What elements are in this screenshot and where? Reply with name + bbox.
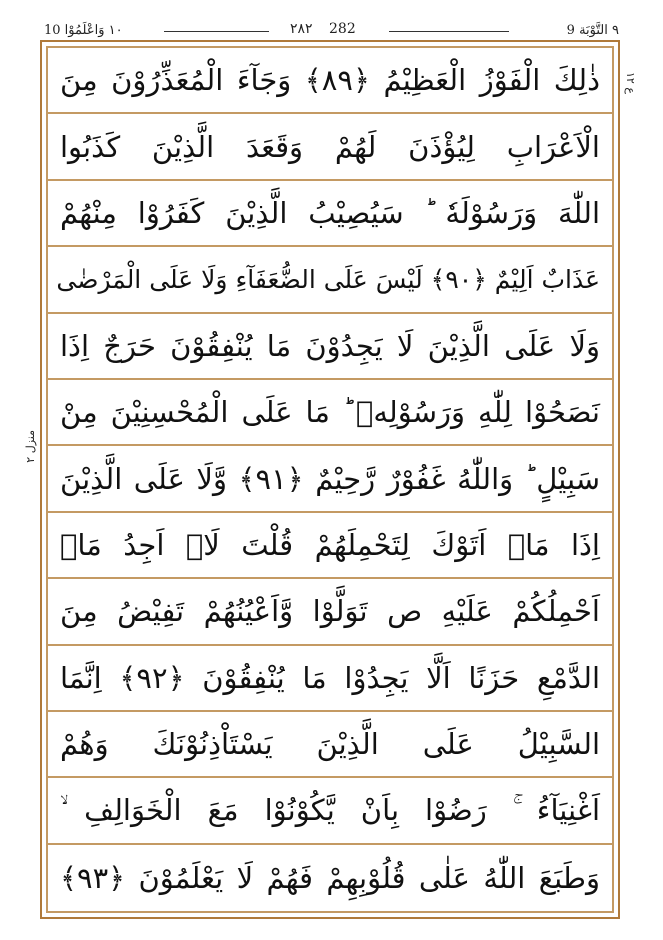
quran-text-block [48, 48, 612, 911]
ruku-marker: ع ١٢ [624, 72, 637, 94]
header-juz-label: ١٠ وَاعْلَمُوْا 10 [44, 23, 123, 38]
line-text: عَذَابٌ اَلِيْمٌ ﴿٩٠﴾ لَيْسَ عَلَى الضُّعَفَآءِ وَلَا عَلَى الْمَرْضٰى [56, 264, 600, 294]
header-page-number [284, 21, 362, 37]
line-text: اَغْنِيَآءُ ۚ رَضُوْا بِاَنْ يَّكُوْنُوْا مَعَ الْخَوَالِفِ ۙ [60, 792, 600, 827]
text-line [48, 845, 612, 911]
text-line [48, 314, 612, 380]
text-line [48, 380, 612, 446]
text-line [48, 579, 612, 645]
text-line [48, 181, 612, 247]
page-number-arabic: ٢٨٢ [290, 21, 313, 37]
header-divider-right [389, 31, 509, 32]
line-text: اللّٰهَ وَرَسُوْلَهٗ ؕ سَيُصِيْبُ الَّذِيْنَ كَفَرُوْا مِنْهُمْ [60, 195, 600, 230]
line-text: نَصَحُوْا لِلّٰهِ وَرَسُوْلِهٖ ؕ مَا عَلَى الْمُحْسِنِيْنَ مِنْ [60, 395, 600, 430]
text-line [48, 513, 612, 579]
line-text: الدَّمْعِ حَزَنًا اَلَّا يَجِدُوْا مَا يُنْفِقُوْنَ ﴿٩٢﴾ اِنَّمَا [60, 660, 600, 695]
page-header [44, 20, 619, 40]
manzil-marker: منزل ٢ [24, 430, 37, 463]
line-text: اِذَا مَاۤ اَتَوْكَ لِتَحْمِلَهُمْ قُلْتَ لَاۤ اَجِدُ مَاۤ [60, 527, 600, 562]
line-text: السَّبِيْلُ عَلَى الَّذِيْنَ يَسْتَاْذِنُوْنَكَ وَهُمْ [60, 727, 600, 762]
line-text: اَحْمِلُكُمْ عَلَيْهِ ص تَوَلَّوْا وَّاَعْيُنُهُمْ تَفِيْضُ مِنَ [60, 594, 600, 629]
line-text: ذٰلِكَ الْفَوْزُ الْعَظِيْمُ ﴿٨٩﴾ وَجَآءَ الْمُعَذِّرُوْنَ مِنَ [60, 63, 600, 98]
text-line [48, 712, 612, 778]
line-text: الْاَعْرَابِ لِيُؤْذَنَ لَهُمْ وَقَعَدَ الَّذِيْنَ كَذَبُوا [60, 129, 600, 164]
line-text: وَلَا عَلَى الَّذِيْنَ لَا يَجِدُوْنَ مَا يُنْفِقُوْنَ حَرَجٌ اِذَا [60, 328, 600, 363]
line-text: سَبِيْلٍ ؕ وَاللّٰهُ غَفُوْرٌ رَّحِيْمٌ ﴿٩١﴾ وَّلَا عَلَى الَّذِيْنَ [60, 461, 600, 496]
text-line [48, 48, 612, 114]
page-number: 282 [329, 21, 356, 37]
text-line [48, 114, 612, 180]
text-line [48, 247, 612, 313]
header-surah-label: ٩ التَّوْبَة 9 [566, 23, 619, 38]
text-line [48, 778, 612, 844]
text-line [48, 446, 612, 512]
header-divider-left [164, 31, 269, 32]
line-text: وَطَبَعَ اللّٰهُ عَلٰى قُلُوْبِهِمْ فَهُمْ لَا يَعْلَمُوْنَ ﴿٩٣﴾ [60, 860, 600, 895]
text-line [48, 646, 612, 712]
